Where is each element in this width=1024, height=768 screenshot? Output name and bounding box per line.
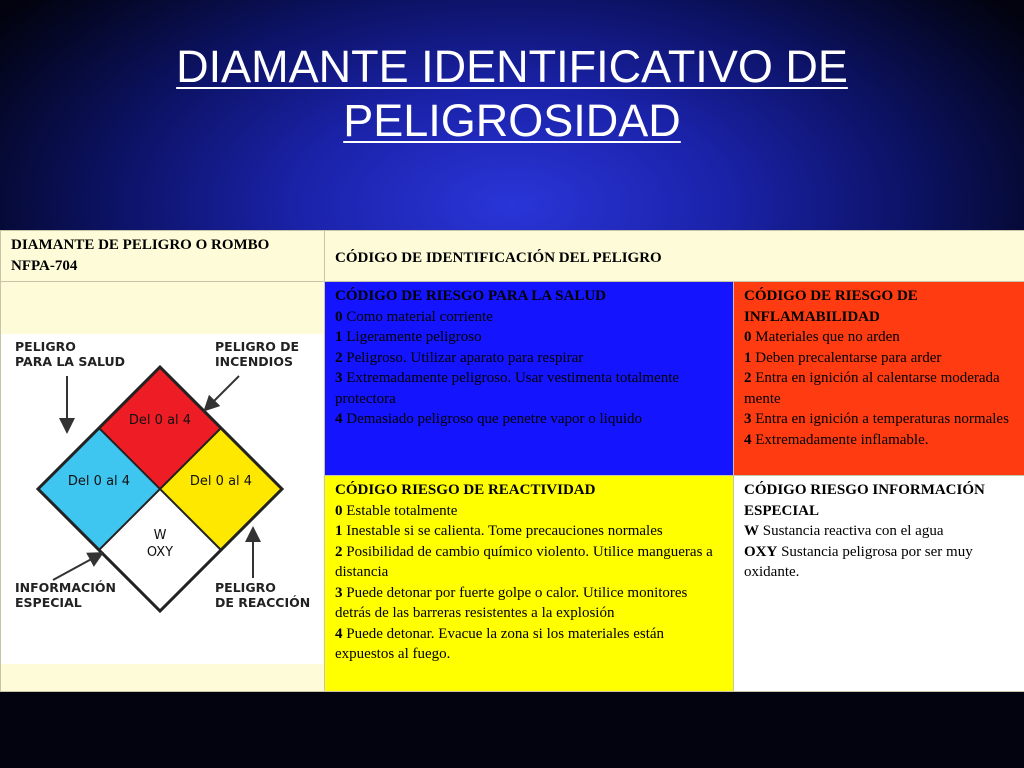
flammability-item-1: 1 Deben precalentarse para arder — [744, 349, 942, 366]
arrow-fire — [209, 376, 239, 406]
reactivity-item-3: 3 Puede detonar por fuerte golpe o calor. Utilice monitores detrás de las barreras resistentes a la explosión — [335, 584, 688, 621]
flammability-item-2: 2 Entra en ignición al calentarse moderada mente — [744, 370, 1000, 407]
flammability-item-3: 3 Entra en ignición a temperaturas normales — [744, 411, 1009, 427]
special-code-cell — [734, 476, 1024, 692]
health-code-cell — [325, 282, 734, 476]
reactivity-item-4: 4 Puede detonar. Evacue la zona si los materiales están expuestos al fuego. — [335, 625, 665, 662]
header-identification-code: CÓDIGO DE IDENTIFICACIÓN DEL PELIGRO — [325, 231, 1024, 282]
health-item-0: 0 Como material corriente — [335, 308, 493, 325]
label-special-line1: INFORMACIÓN — [15, 580, 116, 595]
nfpa-diamond-svg — [1, 334, 323, 664]
health-item-1: 1 Ligeramente peligroso — [335, 329, 482, 345]
health-code-title: CÓDIGO DE RIESGO PARA LA SALUD — [335, 288, 607, 304]
reactivity-code-cell — [325, 476, 734, 692]
flammability-code-title: CÓDIGO DE RIESGO DE INFLAMABILIDAD — [744, 288, 918, 325]
label-fire-line1: PELIGRO DE — [215, 339, 300, 354]
yellow-quadrant-text: Del 0 al 4 — [189, 474, 253, 489]
blue-quadrant-text: Del 0 al 4 — [67, 474, 131, 489]
special-code-title: CÓDIGO RIESGO INFORMACIÓN ESPECIAL — [744, 482, 985, 519]
arrow-special — [53, 556, 97, 580]
label-reactivity-line1: PELIGRO — [215, 580, 276, 595]
label-health-line2: PARA LA SALUD — [15, 354, 126, 369]
flammability-code-cell — [734, 282, 1024, 476]
header-diamond-label: DIAMANTE DE PELIGRO O ROMBO NFPA-704 — [1, 231, 325, 282]
slide-title-line2: PELIGROSIDAD — [343, 95, 681, 146]
health-item-4: 4 Demasiado peligroso que penetre vapor o liquido — [335, 411, 643, 427]
diamond-diagram-cell — [1, 282, 325, 692]
hazard-code-table — [0, 230, 1024, 692]
health-item-2: 2 Peligroso. Utilizar aparato para respirar — [335, 349, 584, 366]
label-special-line2: ESPECIAL — [15, 595, 82, 610]
white-quadrant-text-w: W — [153, 528, 167, 543]
red-quadrant-text: Del 0 al 4 — [128, 413, 192, 428]
flammability-item-4: 4 Extremadamente inflamable. — [744, 431, 929, 448]
special-item-0: W Sustancia reactiva con el agua — [744, 523, 944, 539]
reactivity-code-title: CÓDIGO RIESGO DE REACTIVIDAD — [335, 482, 596, 498]
reactivity-item-2: 2 Posibilidad de cambio químico violento. Utilice mangueras a distancia — [335, 543, 713, 580]
reactivity-item-0: 0 Estable totalmente — [335, 502, 458, 519]
slide-title-line1: DIAMANTE IDENTIFICATIVO DE — [176, 41, 848, 92]
nfpa-diamond-diagram — [1, 334, 323, 664]
slide-title — [0, 40, 1024, 148]
label-fire-line2: INCENDIOS — [215, 354, 293, 369]
white-quadrant-text-oxy: OXY — [146, 545, 174, 560]
label-health-line1: PELIGRO — [15, 339, 76, 354]
reactivity-item-1: 1 Inestable si se calienta. Tome precauciones normales — [335, 523, 663, 539]
special-item-1: OXY Sustancia peligrosa por ser muy oxidante. — [744, 543, 973, 580]
flammability-item-0: 0 Materiales que no arden — [744, 329, 900, 345]
label-reactivity-line2: DE REACCIÓN — [215, 595, 311, 610]
health-item-3: 3 Extremadamente peligroso. Usar vestimenta totalmente protectora — [335, 370, 680, 407]
